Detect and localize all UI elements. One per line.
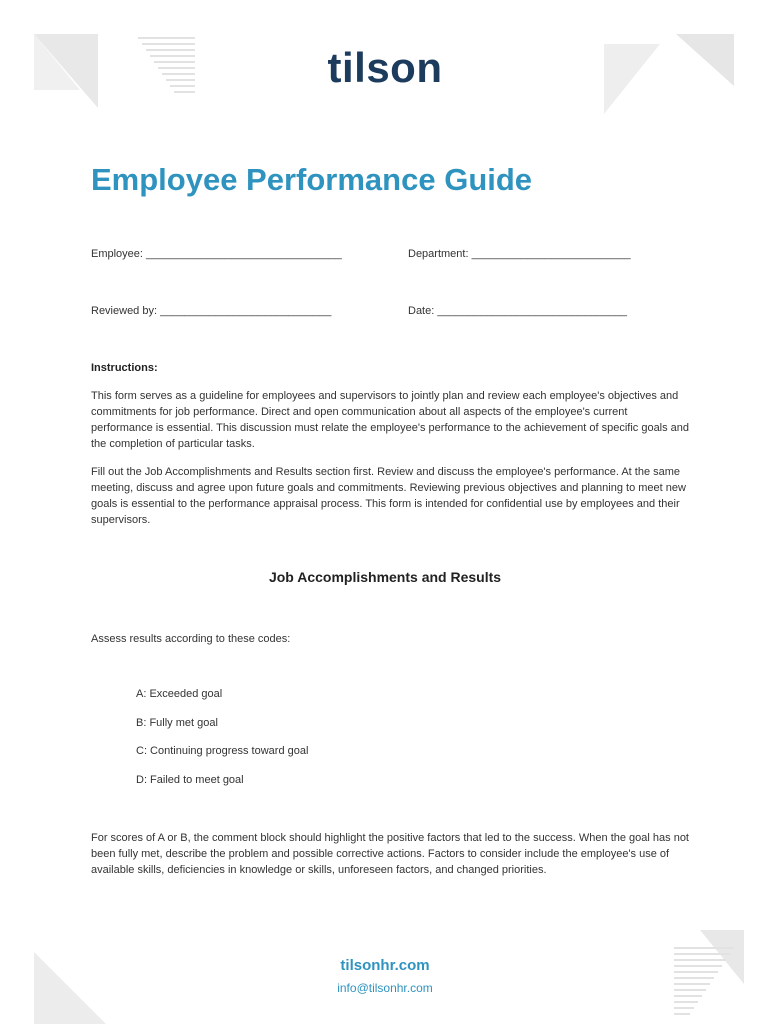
assess-intro: Assess results according to these codes:: [91, 633, 291, 645]
instructions-paragraph-1: This form serves as a guideline for employees and supervisors to jointly plan and review each employee's objectives and commitments for job performance. Direct and open communication about all aspects of the employee's current performance is essential. This discussion must relate the employee's performance to the achievement of specific goals and the completion of particular tasks.: [91, 390, 690, 450]
code-item-a: A: Exceeded goal: [136, 688, 223, 700]
tilson-logo: tilson: [327, 44, 443, 91]
footer-website-link[interactable]: tilsonhr.com: [340, 957, 430, 974]
date-field[interactable]: Date: _______________________________: [408, 305, 627, 317]
section-heading-job-accomplishments: Job Accomplishments and Results: [268, 569, 502, 585]
employee-field[interactable]: Employee: ________________________________: [91, 248, 342, 260]
instructions-heading: Instructions:: [91, 362, 158, 374]
reviewed-by-field[interactable]: Reviewed by: ____________________________: [91, 305, 332, 317]
code-item-b: B: Fully met goal: [136, 717, 218, 729]
footer-email-link[interactable]: info@tilsonhr.com: [337, 981, 433, 995]
decorative-shape-bottom-right: [668, 924, 748, 1024]
closing-paragraph: For scores of A or B, the comment block should highlight the positive factors that led to the success. When the goal has not been fully met, describe the problem and possible corrective actions. Factors to consider include the employee's use of available skills, deficiencies in knowledge or skills, unforeseen factors, and changed priorities.: [91, 832, 689, 876]
code-item-d: D: Failed to meet goal: [136, 774, 244, 786]
page-title: Employee Performance Guide: [91, 162, 533, 197]
instructions-paragraph-2: Fill out the Job Accomplishments and Results section first. Review and discuss the employee's performance. At the same meeting, discuss and agree upon future goals and commitments. Reviewing previous objectives and planning to meet new goals is essential to the performance appraisal process. This form is intended for confidential use by employees and their supervisors.: [91, 466, 686, 526]
code-item-c: C: Continuing progress toward goal: [136, 745, 309, 757]
department-field[interactable]: Department: __________________________: [408, 248, 631, 260]
